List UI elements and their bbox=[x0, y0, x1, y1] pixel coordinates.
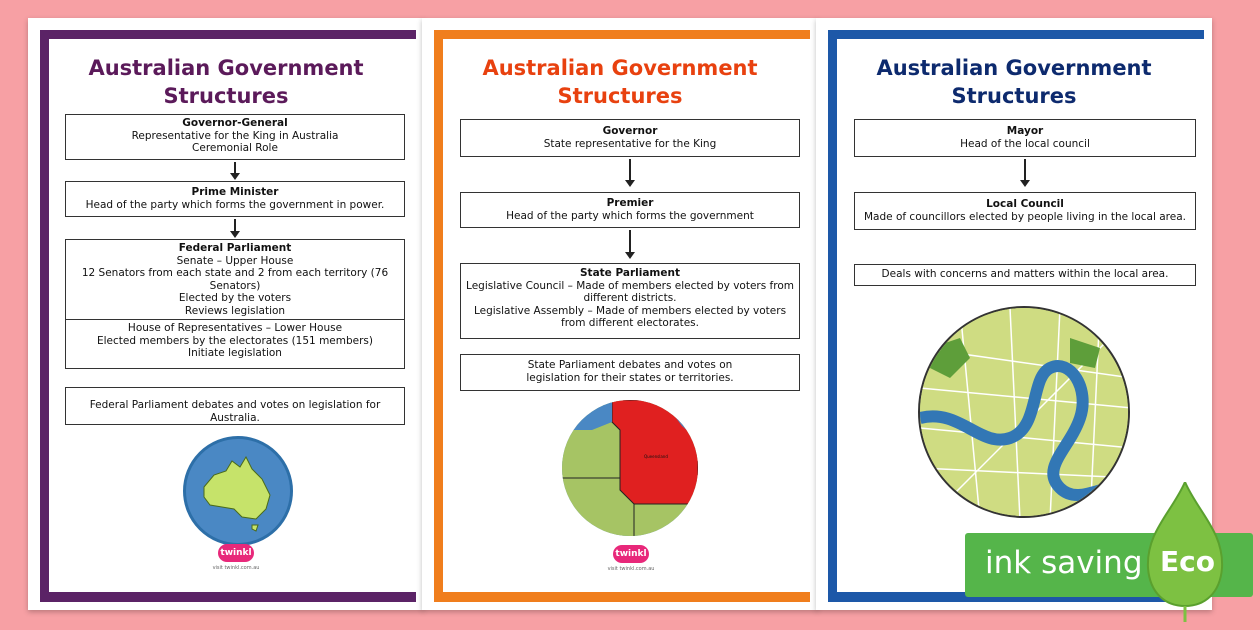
local-council-box bbox=[854, 192, 1196, 230]
box-text: 12 Senators from each state and 2 from each territory (76 Senators) bbox=[81, 267, 389, 292]
box-heading: Federal Parliament bbox=[178, 242, 292, 254]
box-text: Ceremonial Role bbox=[192, 142, 278, 154]
queensland-map-image bbox=[562, 400, 698, 536]
arrow-down-icon bbox=[234, 219, 236, 236]
box-text: Legislative Council – Made of members elected by voters from different districts. bbox=[466, 279, 794, 304]
governor-general-box bbox=[65, 114, 405, 160]
state-summary-box bbox=[460, 354, 800, 391]
poster-title bbox=[816, 54, 1212, 110]
poster-title bbox=[28, 54, 424, 110]
box-heading: Mayor bbox=[1006, 125, 1044, 137]
box-heading: Governor-General bbox=[182, 117, 288, 129]
box-text: Federal Parliament debates and votes on legislation for Australia. bbox=[89, 399, 381, 424]
city-map-image bbox=[918, 306, 1130, 518]
federal-summary-box bbox=[65, 387, 405, 425]
twinkl-logo: twinkl bbox=[613, 545, 649, 563]
poster-title bbox=[422, 54, 818, 110]
governor-box bbox=[460, 119, 800, 157]
box-text: Elected members by the electorates (151 members) bbox=[96, 334, 373, 347]
title-line-1: Australian Government bbox=[876, 56, 1152, 80]
state-map-icon bbox=[562, 400, 698, 536]
box-text: Initiate legislation bbox=[188, 347, 282, 359]
australia-globe-image bbox=[183, 436, 293, 546]
ink-saving-text: ink saving bbox=[985, 545, 1143, 581]
premier-box bbox=[460, 192, 800, 228]
prime-minister-box bbox=[65, 181, 405, 217]
state-parliament-box bbox=[460, 263, 800, 339]
box-text: Legislative Assembly – Made of members elected by voters from different electorates. bbox=[473, 304, 787, 329]
arrow-down-icon bbox=[629, 159, 631, 185]
box-text: Made of councillors elected by people living in the local area. bbox=[864, 210, 1186, 223]
box-text: Representative for the King in Australia bbox=[131, 129, 339, 142]
title-line-1: Australian Government bbox=[88, 56, 364, 80]
box-text: State representative for the King bbox=[543, 137, 717, 150]
arrow-down-icon bbox=[234, 162, 236, 178]
box-heading: Prime Minister bbox=[191, 186, 279, 198]
box-text: Head of the local council bbox=[960, 137, 1090, 150]
box-text: Deals with concerns and matters within the local area. bbox=[881, 268, 1169, 280]
eco-label: Eco bbox=[1160, 545, 1215, 578]
logo-url: visit twinkl.com.au bbox=[212, 565, 260, 571]
city-map-icon bbox=[920, 308, 1130, 518]
box-text: legislation for their states or territories. bbox=[526, 371, 734, 384]
federal-parliament-box bbox=[65, 239, 405, 369]
box-heading: Premier bbox=[606, 197, 654, 209]
title-line-2: Structures bbox=[557, 84, 683, 108]
box-heading: State Parliament bbox=[580, 267, 680, 279]
arrow-down-icon bbox=[629, 230, 631, 257]
poster-state bbox=[422, 18, 818, 610]
local-summary-box bbox=[854, 264, 1196, 286]
twinkl-logo: twinkl bbox=[218, 544, 254, 562]
title-line-2: Structures bbox=[163, 84, 289, 108]
map-label: Queensland bbox=[644, 454, 668, 459]
box-text: State Parliament debates and votes on bbox=[527, 359, 733, 371]
box-text: Head of the party which forms the government in power. bbox=[85, 198, 385, 211]
box-text: Head of the party which forms the government bbox=[506, 209, 754, 222]
box-text: Reviews legislation bbox=[184, 304, 286, 317]
box-heading: Governor bbox=[602, 125, 658, 137]
mayor-box bbox=[854, 119, 1196, 157]
logo-url: visit twinkl.com.au bbox=[607, 566, 655, 572]
arrow-down-icon bbox=[1024, 159, 1026, 185]
title-line-1: Australian Government bbox=[482, 56, 758, 80]
title-line-2: Structures bbox=[951, 84, 1077, 108]
poster-federal bbox=[28, 18, 424, 610]
australia-map-icon bbox=[186, 439, 290, 543]
box-text: Senate – Upper House bbox=[176, 254, 294, 267]
box-text: Elected by the voters bbox=[178, 292, 292, 304]
box-text: House of Representatives – Lower House bbox=[127, 322, 343, 334]
box-heading: Local Council bbox=[986, 198, 1064, 210]
divider bbox=[66, 319, 404, 320]
